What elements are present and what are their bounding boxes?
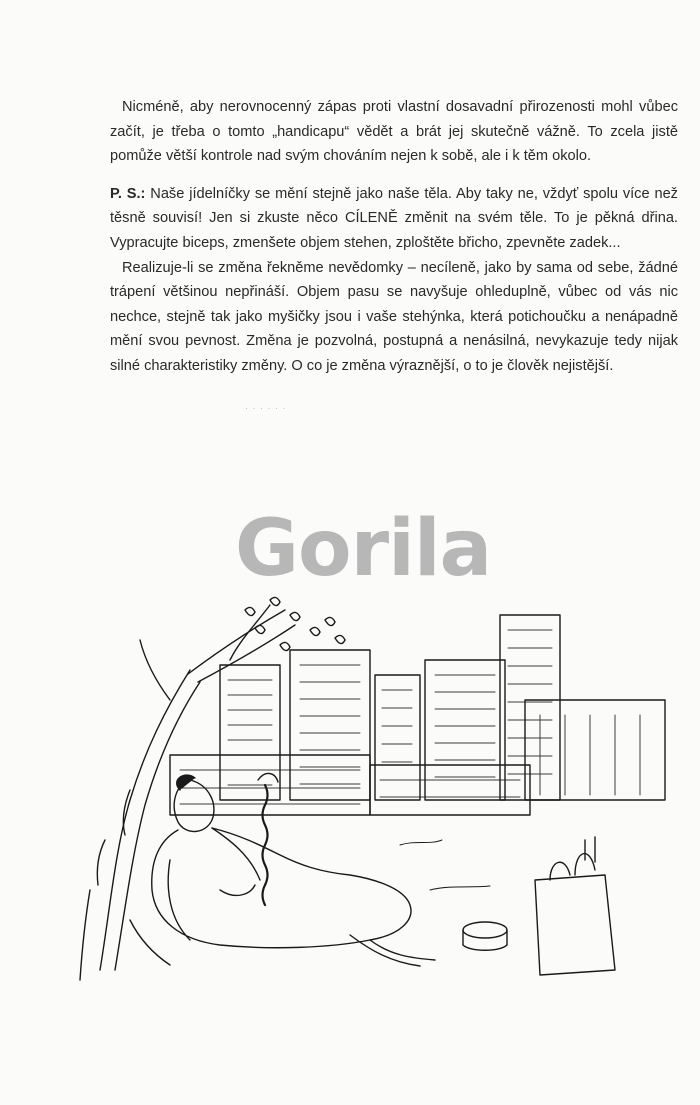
watermark: Gorila [235, 504, 492, 594]
cake-drawing [463, 922, 507, 950]
bag-drawing [535, 837, 615, 975]
paragraph-1: Nicméně, aby nerovnocenný zápas proti vlastní dosavadní přirozenosti mohl vůbec začít, je třeba o tomto „handicapu“ vědět a brát jej skutečně vážně. To zcela jistě pomůže větší kontrole nad svým chováním nejen k sobě, ale i k těm okolo. [110, 99, 678, 165]
scan-mark: · · · · · · [245, 403, 287, 413]
tower-blocks [170, 615, 665, 815]
reclining-figure [130, 773, 435, 966]
ps-label: P. S.: [110, 185, 146, 202]
tree-drawing [80, 597, 345, 980]
body-text [110, 95, 678, 379]
paragraph-ps [110, 182, 678, 256]
paragraph-3: Realizuje-li se změna řekněme nevědomky – necíleně, jako by sama od sebe, žádné trápení většinou nepřináší. Objem pasu se navyšuje ohleduplně, vůbec od vás nic nechce, stejně tak jako myšičky jsou i vaše stehýnka, která potichoučku a nenápadně mění svou pevnost. Změna je pozvolná, postupná a nenásilná, nevykazuje tedy nijak silné charakteristiky změny. O co je změna výraznější, o to je člověk nejistější. [110, 259, 678, 374]
ps-text: Naše jídelníčky se mění stejně jako naše těla. Aby taky ne, vždyť spolu více než těsně souvisí! Jen si zkuste něco CÍLENĚ změnit na svém těle. To je pěkná dřina. Vypracujte biceps, zmenšete objem stehen, zploštěte břicho, zpevněte zadek... [110, 185, 678, 251]
ink-illustration [70, 590, 690, 990]
